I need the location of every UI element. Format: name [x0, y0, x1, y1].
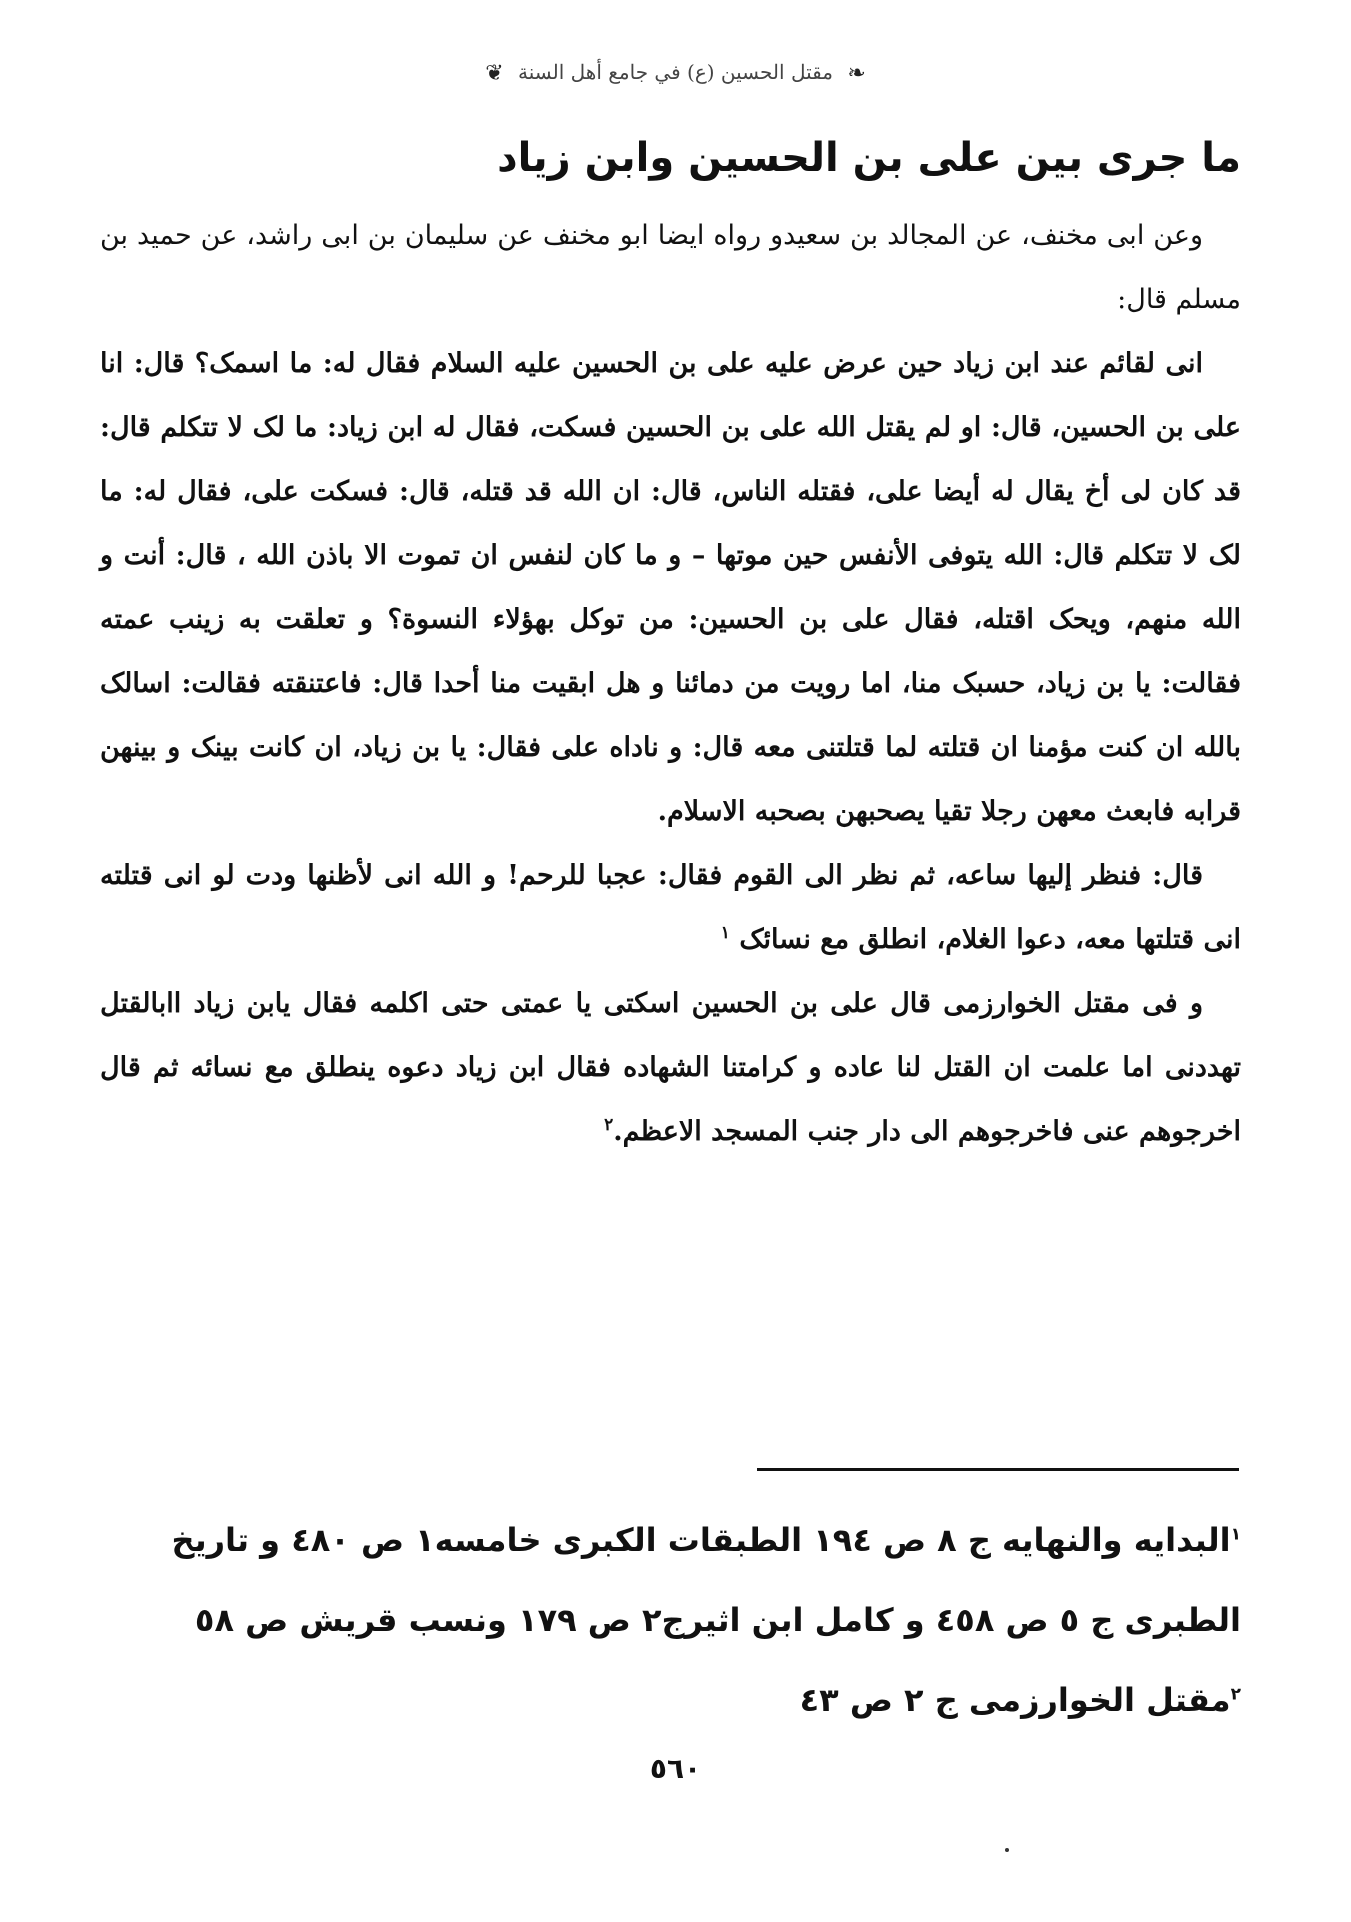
paragraph-1 [100, 204, 1241, 332]
footnote-2-text: مقتل الخوارزمى ج ٢ ص ٤٣ [799, 1681, 1231, 1719]
running-header [0, 60, 1351, 86]
scan-speck [1005, 1848, 1009, 1852]
paragraph-1-text: وعن ابى مخنف، عن المجالد بن سعيدو رواه ايضا ابو مخنف عن سليمان بن ابى راشد، عن حميد بن مسلم قال: [100, 220, 1241, 315]
footnote-ref-1[interactable]: ١ [720, 923, 730, 943]
section-title: ما جرى بين على بن الحسين وابن زياد [497, 135, 1241, 181]
footnote-1 [100, 1500, 1241, 1660]
paragraph-2-text: انى لقائم عند ابن زياد حين عرض عليه على بن الحسين عليه السلام فقال له: ما اسمک؟ قال: انا على بن الحسين، قال: او لم يقتل الله على بن الحسين فسکت، فقال له ابن زياد: ما لک لا تتکلم قال: قد کان لى أخ يقال له أيضا على، فقتله الناس، قال: ان الله قد قتله، قال: فسکت على، فقال له: ما لک لا تتکلم قال: الله يتوفى الأنفس حين موتها – و ما کان لنفس ان تموت الا باذن الله ، قال: أنت و الله منهم، ويحک اقتله، فقال على بن الحسين: من توکل بهؤلاء النسوة؟ و تعلقت به زينب عمته فقالت: يا بن زياد، حسبک منا، اما رويت من دمائنا و هل ابقيت منا أحدا قال: فاعتنقته فقالت: اسالک بالله ان کنت مؤمنا ان قتلته لما قتلتنى معه قال: و ناداه على فقال: يا بن زياد، ان کانت بينک و بينهن قرابه فابعث معهن رجلا تقيا يصحبهن بصحبه الاسلام. [100, 348, 1241, 827]
ornament-left-icon: ❦ [485, 61, 504, 86]
page-number: ٥٦٠ [649, 1752, 702, 1785]
paragraph-4-text: و فى مقتل الخوارزمى قال على بن الحسين اسکتى يا عمتى حتى اکلمه فقال يابن زياد اابالقتل تهددنى اما علمت ان القتل لنا عاده و کرامتنا الشهاده فقال ابن زياد دعوه ينطلق مع نسائه ثم قال اخرجوهم عنى فاخرجوهم الى دار جنب المسجد الاعظم. [100, 988, 1241, 1147]
footnote-1-text: البدايه والنهايه ج ٨ ص ١٩٤ الطبقات الکبرى خامسه١ ص ٤٨٠ و تاريخ الطبرى ج ٥ ص ٤٥٨ و کامل ابن اثيرج٢ ص ١٧٩ ونسب قريش ص ٥٨ [171, 1521, 1241, 1639]
footnote-2-marker: ٢ [1230, 1684, 1241, 1705]
paragraph-3-text: قال: فنظر إليها ساعه، ثم نظر الى القوم فقال: عجبا للرحم! و الله انى لأظنها ودت لو انى قتلته انى قتلتها معه، دعوا الغلام، انطلق مع نسائک [100, 860, 1241, 955]
paragraph-2 [100, 332, 1241, 844]
paragraph-3 [100, 844, 1241, 972]
footnote-1-marker: ١ [1230, 1524, 1241, 1545]
ornament-right-icon: ❧ [847, 61, 866, 86]
footnote-ref-2[interactable]: ٢ [604, 1115, 614, 1135]
footnotes [100, 1500, 1241, 1740]
footnote-separator [757, 1468, 1239, 1471]
running-header-title: مقتل الحسين (ع) في جامع أهل السنة [518, 60, 833, 84]
body-text [100, 204, 1241, 1164]
paragraph-4 [100, 972, 1241, 1164]
footnote-2 [100, 1660, 1241, 1740]
